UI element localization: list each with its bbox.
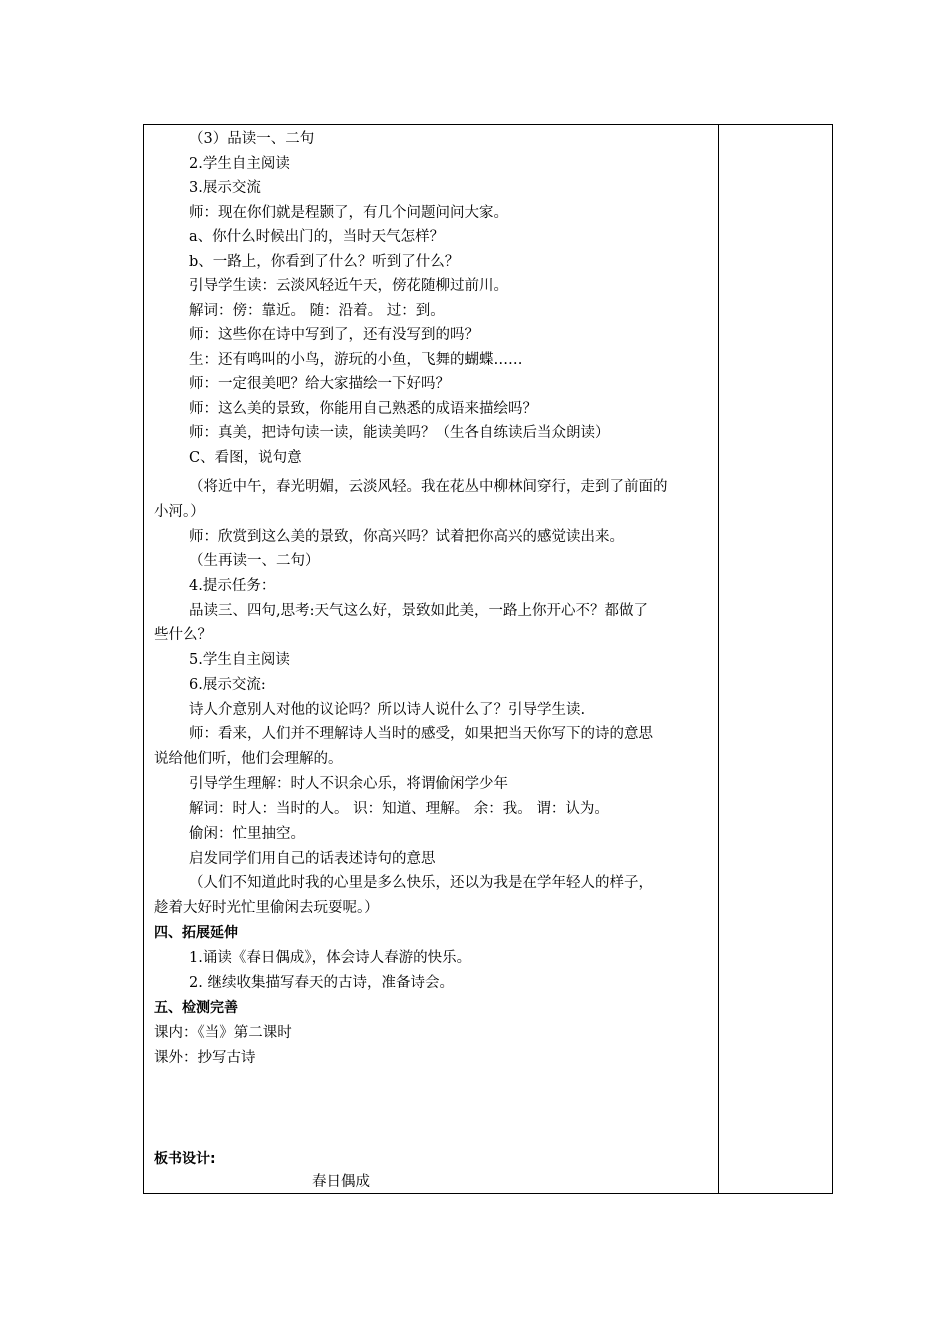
text-line: 师：一定很美吧？给大家描绘一下好吗？ (189, 376, 450, 392)
text-line: 引导学生读：云淡风轻近午天，傍花随柳过前川。 (189, 278, 508, 294)
text-line: 偷闲：忙里抽空。 (189, 826, 305, 842)
text-line: 4.提示任务： (189, 578, 276, 594)
board-title: 春日偶成 (312, 1174, 370, 1190)
text-line: 诗人介意别人对他的议论吗？所以诗人说什么了？引导学生读. (189, 702, 586, 718)
text-line: 师：这些你在诗中写到了，还有没写到的吗？ (189, 327, 479, 343)
text-line: 6.展示交流: (189, 677, 266, 693)
text-line: （将近中午，春光明媚，云淡风轻。我在花丛中柳林间穿行，走到了前面的 (189, 479, 668, 495)
text-line: 5.学生自主阅读 (189, 652, 290, 668)
text-line: C、看图，说句意 (189, 450, 302, 466)
lesson-content-cell (144, 125, 718, 1193)
text-line: 趁着大好时光忙里偷闲去玩耍呢。） (154, 900, 379, 916)
text-line: （3）品读一、二句 (189, 131, 315, 147)
section-heading: 五、检测完善 (154, 1000, 238, 1016)
text-line: 师：欣赏到这么美的景致，你高兴吗？试着把你高兴的感觉读出来。 (189, 529, 624, 545)
text-line: 品读三、四句,思考:天气这么好，景致如此美，一路上你开心不？都做了 (189, 603, 648, 619)
text-line: 师：现在你们就是程颢了，有几个问题问问大家。 (189, 205, 508, 221)
board-design-label: 板书设计: (154, 1151, 216, 1167)
text-line: 引导学生理解：时人不识余心乐，将谓偷闲学少年 (189, 776, 508, 792)
text-line: （人们不知道此时我的心里是多么快乐，还以为我是在学年轻人的样子， (189, 875, 653, 891)
text-line: 2. 继续收集描写春天的古诗，准备诗会。 (189, 975, 454, 991)
text-line: 小河。） (154, 504, 205, 520)
section-heading: 四、拓展延伸 (154, 925, 238, 941)
text-line: a、你什么时候出门的，当时天气怎样？ (189, 229, 445, 245)
text-line: 启发同学们用自己的话表述诗句的意思 (189, 851, 436, 867)
lesson-table (143, 124, 833, 1194)
text-line: 解词：傍：靠近。 随：沿着。 过：到。 (189, 303, 445, 319)
text-line: 课内：《当》第二课时 (154, 1025, 292, 1041)
text-line: 些什么？ (154, 627, 212, 643)
text-line: b、一路上，你看到了什么？听到了什么？ (189, 254, 460, 270)
text-line: 解词：时人：当时的人。 识：知道、理解。 余：我。 谓：认为。 (189, 801, 609, 817)
text-line: 课外：抄写古诗 (154, 1050, 256, 1066)
text-line: （生再读一、二句） (189, 553, 320, 569)
text-line: 师：这么美的景致，你能用自己熟悉的成语来描绘吗？ (189, 401, 537, 417)
text-line: 师：真美，把诗句读一读，能读美吗？（生各自练读后当众朗读） (189, 425, 610, 441)
text-line: 师：看来，人们并不理解诗人当时的感受，如果把当天你写下的诗的意思 (189, 726, 653, 742)
notes-cell (719, 125, 833, 1193)
text-line: 1.诵读《春日偶成》，体会诗人春游的快乐。 (189, 950, 472, 966)
text-line: 2.学生自主阅读 (189, 156, 290, 172)
text-line: 生：还有鸣叫的小鸟，游玩的小鱼，飞舞的蝴蝶…… (189, 352, 523, 368)
text-line: 说给他们听，他们会理解的。 (154, 751, 343, 767)
text-line: 3.展示交流 (189, 180, 261, 196)
